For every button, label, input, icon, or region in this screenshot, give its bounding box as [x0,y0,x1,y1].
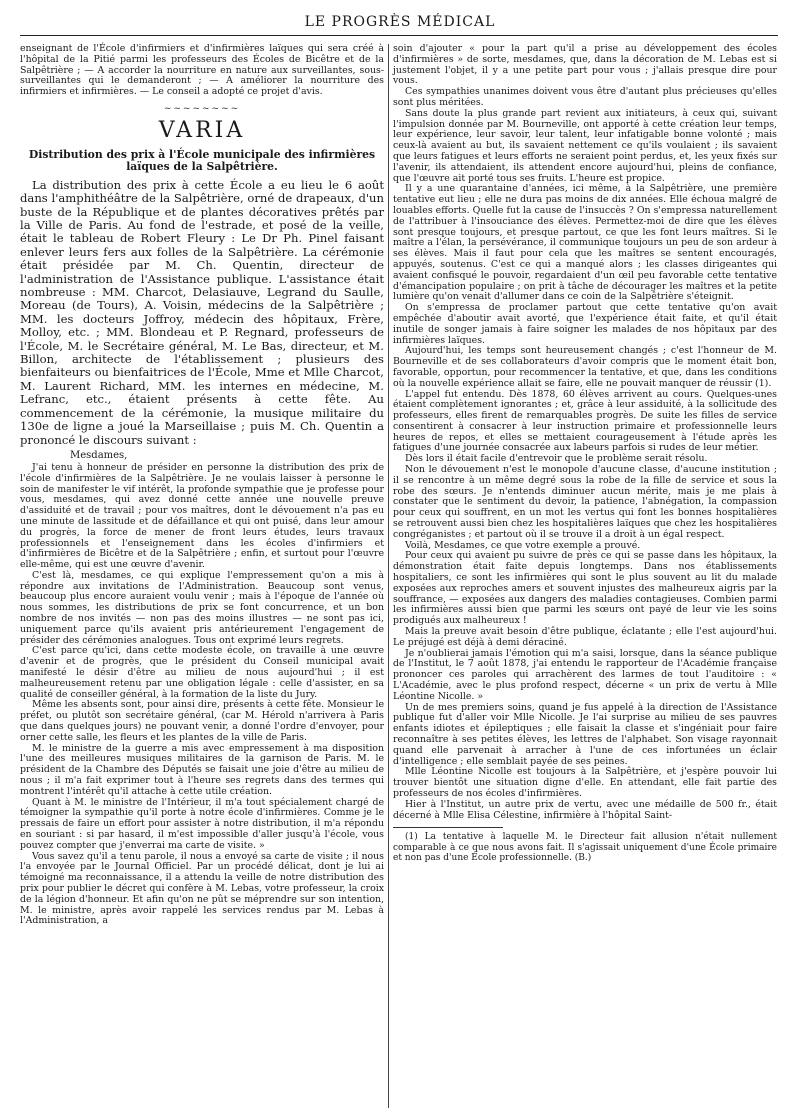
journal-title: LE PROGRÈS MÉDICAL [304,14,496,30]
paragraph: Mais la preuve avait besoin d'être publique, éclatante ; elle l'est aujourd'hui. Le préjugé est déjà à demi déraciné. [393,626,777,648]
paragraph: L'appel fut entendu. Dès 1878, 60 élèves arrivent au cours. Quelques-unes étaient complètement ignorantes ; et, grâce à leur assiduité, à la sollicitude des professeurs, elles firent de remarquables progrès. De suite les filles de service consentirent à consacrer à leur instruction primaire et professionnelle leurs heures de repos, et elles se mettaient courageusement à l'étude après les fatigues d'une journée consacrée aux labeurs parfois si rudes de leur métier. [393,388,777,454]
column-separator [388,44,389,1108]
section-divider: ~~~~~~~~ [163,103,241,114]
paragraph: M. le ministre de la guerre a mis avec empressement à ma disposition l'une des meilleures musiques militaires de la garnison de Paris. M. le président de la Chambre des Députés se faisait une joie d'être au milieu de nous ; il m'a fait exprimer tout à l'heure ses regrets dans des termes qui montrent l'intérêt qu'il attache à cette utile création. [20,742,384,797]
paragraph: C'est parce qu'ici, dans cette modeste école, on travaille à une œuvre d'avenir et de progrès, que le président du Conseil municipal avait manifesté le désir d'être au milieu de nous aujourd'hui ; il est malheureusement retenu par une obligation légale : celle d'assister, en sa qualité de conseiller général, à la formation de la liste du Jury. [20,645,384,700]
paragraph: La distribution des prix à cette École a eu lieu le 6 août dans l'amphithéâtre de la Salpêtrière, orné de drapeaux, d'un buste de la République et de plantes décoratives prêtés par la Ville de Paris. Au fond de l'estrade, et posé de la veille, était le tableau de Robert Fleury : Le Dr Ph. Pinel faisant enlever leurs fers aux folles de la Salpêtrière. La cérémonie était présidée par M. Ch. Quentin, directeur de l'administration de l'Assistance publique. L'assistance était nombreuse : MM. Charcot, Delasiauve, Legrand du Saulle, Moreau (de Tours), A. Voisin, médecins de la Salpêtrière ; MM. les docteurs Joffroy, médecin des hôpitaux, Frère, Molloy, etc. ; MM. Blondeau et P. Regnard, professeurs de l'École, M. le Secrétaire général, M. Le Bas, directeur, et M. Billon, architecte de l'établissement ; plusieurs des bienfaiteurs ou bienfaitrices de l'École, Mme et Mlle Charcot, M. Laurent Richard, MM. les internes en médecine, M. Lefranc, etc., étaient présents à cette fête. Au commencement de la cérémonie, la musique militaire du 130e de ligne a joué la Marseillaise ; puis M. Ch. Quentin a prononcé le discours suivant : [20,177,384,447]
left-column [20,44,384,927]
paragraph: Pour ceux qui avaient pu suivre de près ce qui se passe dans les hôpitaux, la démonstration était faite depuis longtemps. Dans nos établissements hospitaliers, ce sont les infirmières qui sont le plus souvent au lit du malade exposées aux reproches amers et souvent injustes des malheureux aigris par la souffrance, — exposées aux dangers des maladies contagieuses. Combien parmi les infirmières aussi bien que parmi les sœurs ont payé de leur vie les soins prodigués aux malheureux ! [393,550,777,627]
footnote: (1) La tentative à laquelle M. le Directeur fait allusion n'était nullement comparable à ce que nous avons fait. Il s'agissait uniquement d'une École primaire et non pas d'une École professionnelle. (B.) [393,832,777,864]
paragraph: Mlle Léontine Nicolle est toujours à la Salpêtrière, et j'espère pouvoir lui trouver bientôt une situation digne d'elle. En attendant, elle fait partie des professeurs de nos écoles d'infirmières. [393,766,777,799]
header-rule [20,35,778,36]
paragraph: soin d'ajouter « pour la part qu'il a prise au développement des écoles d'infirmières » de sorte, mesdames, que, dans la décoration de M. Lebas est si justement l'objet, il y a une petite part pour vous ; j'allais presque dire pour vous. [393,43,777,87]
paragraph: Un de mes premiers soins, quand je fus appelé à la direction de l'Assistance publique fut d'aller voir Mlle Nicolle. Je l'ai surprise au milieu de ses pauvres enfants idiotes et épileptiques ; elle faisait la classe et s'ingéniait pour faire reconnaître à ses petites élèves, les lettres de l'alphabet. Son visage rayonnait quand elle parvenait à arracher à l'une de ces infortunées un éclair d'intelligence ; elle semblait payée de ses peines. [393,701,777,767]
paragraph: Aujourd'hui, les temps sont heureusement changés ; c'est l'honneur de M. Bourneville et de ses collaborateurs d'avoir compris que le moment était bon, favorable, opportun, pour recommencer la tentative, et que, dans les conditions où la nouvelle expérience allait se faire, elle ne pouvait manquer de réussir (1). [393,345,777,389]
paragraph: Dès lors il était facile d'entrevoir que le problème serait résolu. [405,453,708,465]
paragraph: On s'empressa de proclamer partout que cette tentative qu'on avait empêchée d'aboutir avait avorté, que l'expérience était faite, et qu'il était inutile de songer jamais à faire soigner les malades de nos hôpitaux par des infirmières laïques. [393,302,777,346]
paragraph: Hier à l'Institut, un autre prix de vertu, avec une médaille de 500 fr., était décerné à Mlle Elisa Célestine, infirmière à l'hôpital Saint- [393,798,777,821]
paragraph: Même les absents sont, pour ainsi dire, présents à cette fête. Monsieur le préfet, ou plutôt son secrétaire général, (car M. Hérold n'arrivera à Paris que dans quelques jours) ne pouvant venir, a donné l'ordre d'envoyer, pour orner cette salle, les fleurs et les plantes de la ville de Paris. [20,699,384,743]
salutation: Mesdames, [70,449,128,461]
section-title: VARIA [158,117,246,143]
paragraph: Quant à M. le ministre de l'Intérieur, il m'a tout spécialement chargé de témoigner la sympathie qu'il porte à notre école d'infirmières. Comme je le pressais de faire un effort pour assister à notre distribution, il m'a répondu en souriant : si par hasard, il m'est impossible d'aller jusqu'à l'école, vous pouvez compter que j'enverrai ma carte de visite. » [20,796,384,851]
paragraph: Il y a une quarantaine d'années, ici même, à la Salpêtrière, une première tentative eut lieu ; elle ne dura pas moins de dix années. Elle échoua malgré de louables efforts. Quelle fut la cause de l'insuccès ? On s'empressa naturellement de l'attribuer à l'insouciance des élèves. Permettez-moi de dire que les élèves sont presque toujours, et presque partout, ce que les font leurs maîtres. Si le maître a l'élan, la persévérance, il communique toujours un peu de son ardeur à ses élèves. Mais il faut pour cela que les maîtres se sentent encouragés, appuyés, soutenus. C'est ce qui a manqué alors ; les classes dirigeantes qui avaient confisqué le pouvoir, regardaient d'un œil peu favorable cette tentative d'émancipation populaire ; on prit à tâche de décourager les maîtres et la petite lumière qu'on venait d'allumer dans ce coin de la Salpêtrière s'éteignit. [393,183,777,303]
article-title: Distribution des prix à l'École municipale des infirmières laïques de la Salpêtrière. [28,147,376,174]
paragraph: J'ai tenu à honneur de présider en personne la distribution des prix de l'école d'infirmières de la Salpêtrière. Je ne voulais laisser à personne le soin de manifester le vif intérêt, la profonde sympathie que je professe pour vous, mesdames, qui avez donné cette année une nouvelle preuve d'assiduité et de travail ; pour vos maîtres, dont le dévouement n'a pas eu une minute de lassitude et de défaillance et qui ont puisé, dans leur amour du progrès, la force de mener de front leurs études, leurs travaux professionnels et l'enseignement dans les écoles d'infirmiers et d'infirmières de Bicêtre et de la Salpêtrière ; enfin, et surtout pour l'œuvre elle-même, qui est une œuvre d'avenir. [20,461,384,571]
paragraph: C'est là, mesdames, ce qui explique l'empressement qu'on a mis à répondre aux invitations de l'Administration. Beaucoup sont venus, beaucoup plus encore auraient voulu venir ; mais à l'époque de l'année où nous sommes, les distributions de prix se font concurrence, et un bon nombre de nos invités — non pas des moins illustres — ne sont pas ici, uniquement parce qu'ils avaient pris antérieurement l'engagement de présider des cérémonies analogues. Tous ont exprimé leurs regrets. [20,569,384,646]
paragraph: Vous savez qu'il a tenu parole, il nous a envoyé sa carte de visite ; il nous l'a envoyée par le Journal Officiel. Par un procédé délicat, dont je lui ai témoigné ma reconnaissance, il a attendu la veille de notre distribution des prix pour publier le décret qui confère à M. Lebas, votre professeur, la croix de la légion d'honneur. Et afin qu'on ne pût se méprendre sur son intention, M. le ministre, après avoir rappelé les services rendus par M. Lebas à l'Administration, a [20,850,384,927]
footnote-rule [393,827,503,828]
paragraph: Ces sympathies unanimes doivent vous être d'autant plus précieuses qu'elles sont plus méritées. [393,86,777,108]
paragraph: Non le dévouement n'est le monopole d'aucune classe, d'aucune institution ; il se rencontre à un même degré sous la robe de la fille de service et sous la robe des sœurs. Je n'entends diminuer aucun mérite, mais je me plais à constater que le sentiment du devoir, la patience, l'abnégation, la compassion pour ceux qui souffrent, en un mot les vertus qui font les bonnes hospitalières se retrouvent aussi bien chez les hospitalières laïques que chez les hospitalières congréganistes ; et partout où il se trouve il a droit à un égal respect. [393,464,777,540]
paragraph: Voilà, Mesdames, ce que votre exemple a prouvé. [405,539,641,551]
paragraph: Je n'oublierai jamais l'émotion qui m'a saisi, lorsque, dans la séance publique de l'Institut, le 7 août 1878, j'ai entendu le rapporteur de l'Académie française prononcer ces paroles qui arrachèrent des larmes de tout l'auditoire : « L'Académie, avec le plus profond respect, décerne « un prix de vertu à Mlle Léontine Nicolle. » [393,647,777,702]
paragraph: enseignant de l'École d'infirmiers et d'infirmières laïques qui sera créé à l'hôpital de la Pitié parmi les professeurs des Écoles de Bicêtre et de la Salpêtrière ; — A accorder la nourriture en nature aux surveillantes, sous-surveillantes qui le demanderont ; — A améliorer la nourriture des infirmiers et infirmières. — Le conseil a adopté ce projet d'avis. [20,43,384,98]
page-header [0,14,800,36]
right-column [393,44,777,864]
paragraph: Sans doute la plus grande part revient aux initiateurs, à ceux qui, suivant l'impulsion donnée par M. Bourneville, ont apporté à cette création leur temps, leur expérience, leur savoir, leur talent, leur infatigable bonne volonté ; mais ceux-là avaient au but, ils savaient nettement ce qu'ils voulaient ; ils savaient que leurs fatigues et leurs efforts ne seraient point perdus, et, les yeux fixés sur l'avenir, ils attendaient, ils attendent encore aujourd'hui, pleins de confiance, que l'œuvre ait porté tous ses fruits. L'heure est propice. [393,107,777,184]
